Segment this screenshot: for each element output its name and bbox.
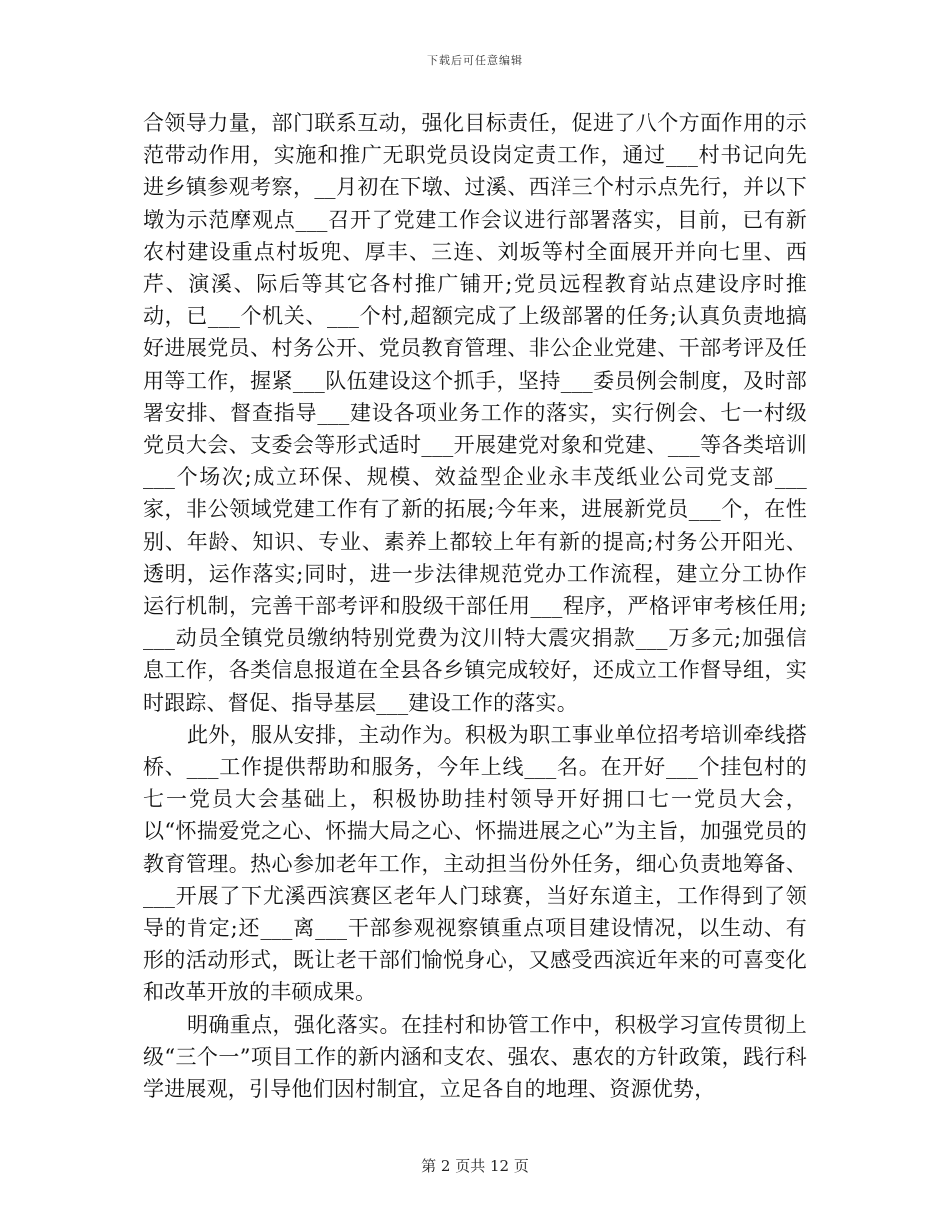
paragraph-1: 合领导力量，部门联系互动，强化目标责任，促进了八个方面作用的示范带动作用，实施和推广无职党员设岗定责工作，通过___村书记向先进乡镇参观考察，__月初在下墩、过溪、西洋三个村示点先行，并以下墩为示范摩观点___召开了党建工作会议进行部署落实，目前，已有新农村建设重点村坂兜、厚丰、三连、刘坂等村全面展开并向七里、西芹、演溪、际后等其它各村推广铺开;党员远程教育站点建设序时推动，已___个机关、___个村,超额完成了上级部署的任务;认真负责地搞好进展党员、村务公开、党员教育管理、非公企业党建、干部考评及任用等工作，握紧___队伍建设这个抓手，坚持___委员例会制度，及时部署安排、督查指导___建设各项业务工作的落实，实行例会、七一村级党员大会、支委会等形式适时___开展建党对象和党建、___等各类培训___个场次;成立环保、规模、效益型企业永丰茂纸业公司党支部___家，非公领域党建工作有了新的拓展;今年来，进展新党员___个，在性别、年龄、知识、专业、素养上都较上年有新的提高;村务公开阳光、透明，运作落实;同时，进一步法律规范党办工作流程，建立分工协作运行机制，完善干部考评和股级干部任用___程序，严格评审考核任用;___动员全镇党员缴纳特别党费为汶川特大震灾捐款___万多元;加强信息工作，各类信息报道在全县各乡镇完成较好，还成立工作督导组，实时跟踪、督促、指导基层___建设工作的落实。 <box>143 111 807 715</box>
page-footer: 第 2 页共 12 页 <box>421 1157 529 1175</box>
paragraph-3: 明确重点，强化落实。在挂村和协管工作中，积极学习宣传贯彻上级“三个一”项目工作的新内涵和支农、强农、惠农的方针政策，践行科学进展观，引导他们因村制宜，立足各自的地理、资源优势， <box>143 1012 807 1102</box>
paragraph-2: 此外，服从安排，主动作为。积极为职工事业单位招考培训牵线搭桥、___工作提供帮助和服务，今年上线___名。在开好___个挂包村的七一党员大会基础上，积极协助挂村领导开好拥口七一党员大会，以“怀揣爱党之心、怀揣大局之心、怀揣进展之心”为主旨，加强党员的教育管理。热心参加老年工作，主动担当份外任务，细心负责地筹备、___开展了下尤溪西滨赛区老年人门球赛，当好东道主，工作得到了领导的肯定;还___离___干部参观视察镇重点项目建设情况，以生动、有形的活动形式，既让老干部们愉悦身心，又感受西滨近年来的可喜变化和改革开放的丰硕成果。 <box>143 722 807 1005</box>
page-header: 下载后可任意编辑 <box>427 54 523 67</box>
document-body <box>143 107 807 1105</box>
